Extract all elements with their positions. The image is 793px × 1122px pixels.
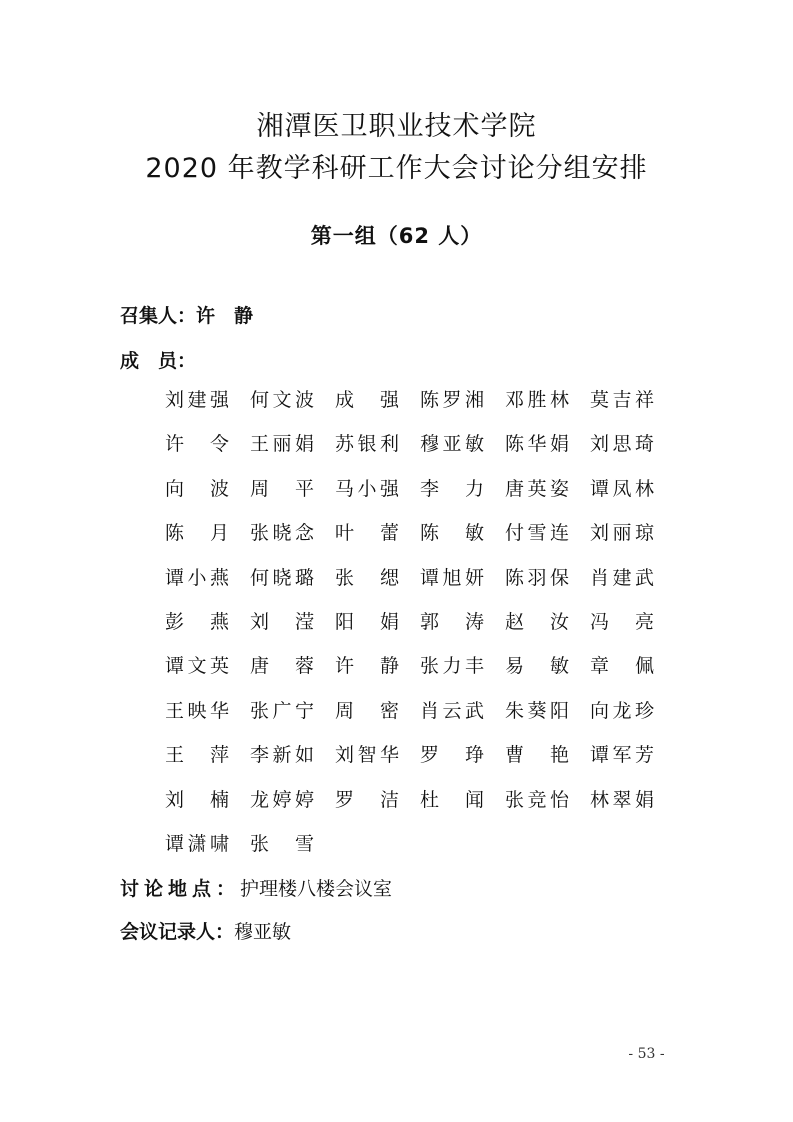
member-name: 刘 滢 <box>250 610 314 633</box>
member-name: 肖 云 武 <box>420 699 484 722</box>
recorder-value: 穆亚敏 <box>234 921 292 943</box>
convener-label: 召集人： <box>120 305 197 327</box>
location-row <box>120 874 392 901</box>
member-name: 唐 蓉 <box>250 655 314 678</box>
member-name: 龙 婷 婷 <box>250 788 314 811</box>
member-name: 罗 洁 <box>335 788 399 811</box>
members-list <box>165 387 665 875</box>
member-name: 刘 思 琦 <box>590 433 654 456</box>
member-name: 周 平 <box>250 477 314 500</box>
member-name: 许 静 <box>335 655 399 678</box>
member-name: 莫 吉 祥 <box>590 389 654 411</box>
member-name: 陈 羽 保 <box>505 566 569 589</box>
member-name: 郭 涛 <box>420 610 484 633</box>
member-name: 李 新 如 <box>250 744 314 767</box>
member-name: 朱 葵 阳 <box>505 699 569 722</box>
member-name: 谭 潇 啸 <box>165 832 229 855</box>
member-name: 林 翠 娟 <box>590 788 654 811</box>
member-name: 易 敏 <box>505 655 569 678</box>
member-name: 何 文 波 <box>250 389 314 411</box>
member-name: 向 波 <box>165 477 229 500</box>
document-title-institution: 湘潭医卫职业技术学院 <box>256 111 537 142</box>
convener-name: 许 静 <box>196 305 254 327</box>
member-name: 穆 亚 敏 <box>420 433 484 456</box>
member-name: 李 力 <box>420 477 484 500</box>
member-name: 叶 蕾 <box>335 522 399 545</box>
member-name: 刘 建 强 <box>165 389 229 411</box>
recorder-row <box>120 917 291 944</box>
member-name: 张 晓 念 <box>250 522 314 545</box>
members-label: 成 员： <box>120 350 197 372</box>
member-name: 唐 英 姿 <box>505 477 569 500</box>
member-name: 刘 智 华 <box>335 744 399 767</box>
member-name: 许 令 <box>165 433 229 456</box>
member-name: 杜 闻 <box>420 788 484 811</box>
member-name: 刘 丽 琼 <box>590 522 654 545</box>
member-name: 邓 胜 林 <box>505 389 569 411</box>
member-name: 王 萍 <box>165 744 229 767</box>
member-name: 章 佩 <box>590 655 654 678</box>
member-name: 谭 旭 妍 <box>420 566 484 589</box>
member-name: 陈 月 <box>165 522 229 545</box>
member-name: 付 雪 连 <box>505 522 569 545</box>
location-label: 讨论地点： <box>120 878 241 900</box>
member-name: 冯 亮 <box>590 610 654 633</box>
member-name: 谭 凤 林 <box>590 477 654 500</box>
member-name: 赵 汝 <box>505 610 569 633</box>
member-name: 苏 银 利 <box>335 433 399 456</box>
member-name: 谭 小 燕 <box>165 566 229 589</box>
member-name: 谭 军 芳 <box>590 744 654 767</box>
member-name: 马 小 强 <box>335 477 399 500</box>
member-name: 罗 琤 <box>420 744 484 767</box>
member-name: 曹 艳 <box>505 744 569 767</box>
member-name: 阳 娟 <box>335 610 399 633</box>
member-name: 成 强 <box>335 389 399 411</box>
member-name: 向 龙 珍 <box>590 699 654 722</box>
member-name: 陈 敏 <box>420 522 484 545</box>
location-value: 护理楼八楼会议室 <box>240 878 393 900</box>
member-name: 彭 燕 <box>165 610 229 633</box>
member-name: 周 密 <box>335 699 399 722</box>
member-name: 王 丽 娟 <box>250 433 314 456</box>
page-number: - 53 - <box>628 1046 665 1062</box>
member-name: 何 晓 璐 <box>250 566 314 589</box>
group-heading: 第一组（62 人） <box>310 224 483 248</box>
member-name: 张 竞 怡 <box>505 788 569 811</box>
recorder-label: 会议记录人： <box>120 921 235 943</box>
member-name: 刘 楠 <box>165 788 229 811</box>
member-name: 陈 罗 湘 <box>420 389 484 411</box>
member-name: 肖 建 武 <box>590 566 654 589</box>
convener-row <box>120 301 253 328</box>
document-title-event: 2020 年教学科研工作大会讨论分组安排 <box>145 153 648 184</box>
member-name: 张 雪 <box>250 832 314 855</box>
member-name: 张 广 宁 <box>250 699 314 722</box>
member-name: 王 映 华 <box>165 699 229 722</box>
member-name: 谭 文 英 <box>165 655 229 678</box>
member-name: 张 缌 <box>335 566 399 589</box>
member-name: 陈 华 娟 <box>505 433 569 456</box>
member-name: 张 力 丰 <box>420 655 484 678</box>
